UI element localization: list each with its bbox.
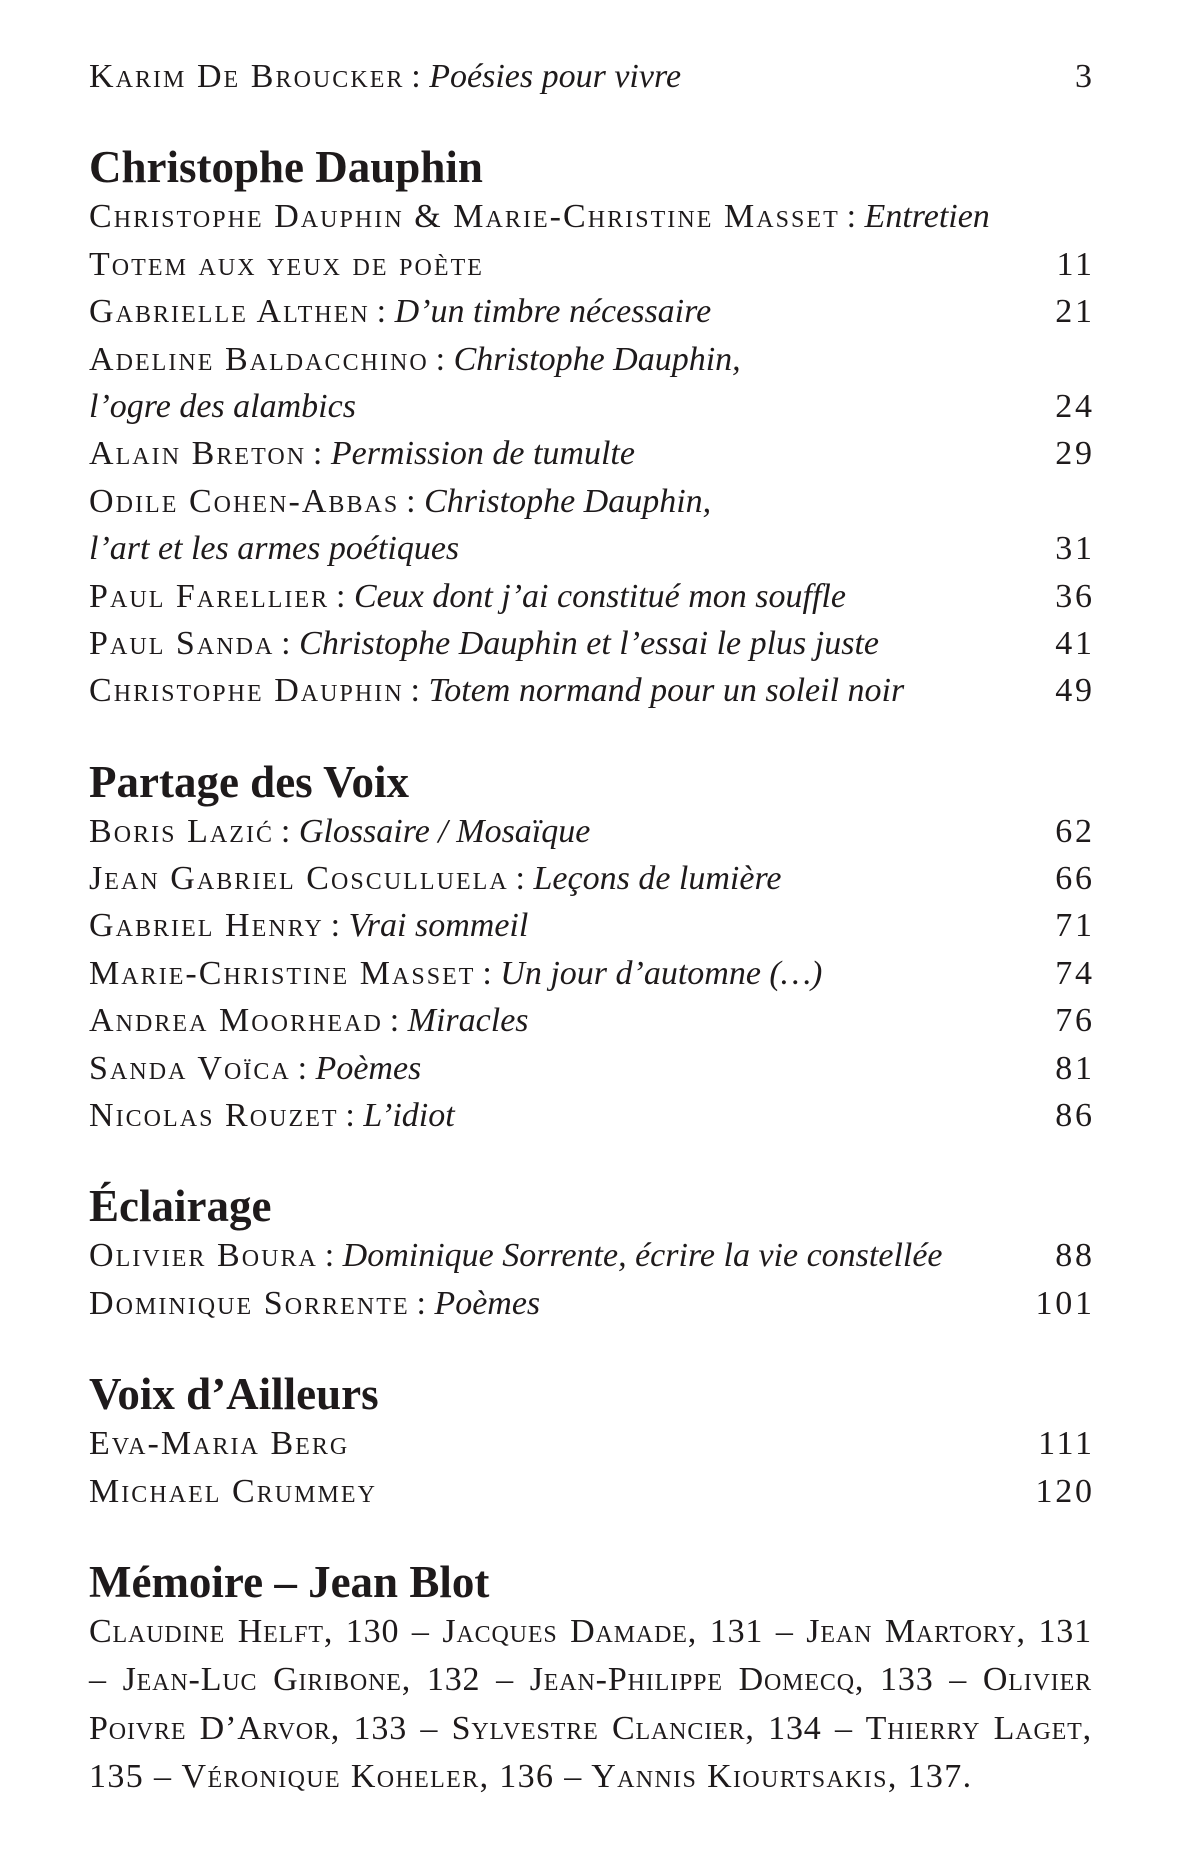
toc-entry: [89, 573, 1095, 620]
toc-entry: [89, 667, 1095, 714]
entry-separator: :: [382, 1002, 408, 1040]
entry-author: Christophe Dauphin & Marie-Christine Masset: [89, 198, 840, 236]
toc-entry: [89, 950, 1095, 997]
memoire-line: Poivre D’Arvor, 133 – Sylvestre Clancier, 134 – Thierry Laget,: [89, 1709, 1092, 1747]
entry-title: Dominique Sorrente, écrire la vie constellée: [342, 1237, 943, 1275]
entry-author: Marie-Christine Masset: [89, 954, 476, 992]
entry-page: 66: [1055, 860, 1095, 898]
entry-text: [89, 855, 1055, 902]
entry-title-continued: l’ogre des alambics: [89, 387, 356, 425]
running-header-title: Poésies pour vivre: [429, 58, 682, 95]
section-heading: Éclairage: [89, 1181, 272, 1232]
toc-entry: [89, 193, 1092, 240]
entry-page: 29: [1055, 435, 1095, 473]
entry-title: Vrai sommeil: [348, 907, 529, 945]
entry-page: 71: [1055, 907, 1095, 945]
running-header: [89, 53, 1095, 100]
toc-entry: [89, 1280, 1095, 1327]
entry-author: Gabriel Henry: [89, 907, 324, 945]
entry-text: [89, 573, 1055, 620]
toc-entry: [89, 430, 1095, 477]
entry-author: Sanda Voïca: [89, 1049, 291, 1087]
entry-text: [89, 667, 1055, 714]
entry-separator: :: [338, 1097, 364, 1135]
toc-section-christophe-dauphin: [89, 141, 1095, 714]
toc-entry: [89, 902, 1095, 949]
memoire-line: 135 – Véronique Koheler, 136 – Yannis Kiourtsakis, 137.: [89, 1758, 973, 1796]
entry-author: Alain Breton: [89, 435, 307, 473]
entry-author: Dominique Sorrente: [89, 1284, 410, 1322]
toc-section-eclairage: [89, 1180, 1095, 1327]
section-heading: Christophe Dauphin: [89, 142, 483, 193]
entry-page: 24: [1055, 387, 1095, 425]
toc-entry: [89, 620, 1095, 667]
entry-text: [89, 1232, 1055, 1279]
entry-title: Poèmes: [315, 1049, 422, 1087]
entry-separator: :: [274, 624, 300, 662]
entry-title: Permission de tumulte: [330, 435, 635, 473]
entry-separator: :: [329, 577, 354, 615]
page-number: 3: [1074, 58, 1095, 95]
entry-text: [89, 808, 1055, 855]
section-heading: Voix d’Ailleurs: [89, 1369, 379, 1420]
entry-text: [89, 950, 1055, 997]
entry-separator: :: [404, 58, 430, 95]
toc-entry: [89, 1045, 1095, 1092]
entry-separator: :: [409, 1284, 435, 1322]
entry-title: D’un timbre nécessaire: [394, 293, 712, 331]
entry-author: Christophe Dauphin: [89, 672, 404, 710]
entry-title: Christophe Dauphin et l’essai le plus juste: [299, 624, 879, 662]
entry-page: 101: [1035, 1284, 1095, 1322]
entry-text: [89, 997, 1055, 1044]
entry-title: Leçons de lumière: [533, 860, 782, 898]
entry-text: [89, 1045, 1055, 1092]
entry-page: 88: [1055, 1237, 1095, 1275]
entry-page: 86: [1055, 1097, 1095, 1135]
toc-entry: [89, 288, 1095, 335]
entry-title: Ceux dont j’ai constitué mon souffle: [353, 577, 846, 615]
memoire-line: Claudine Helft, 130 – Jacques Damade, 131 – Jean Martory, 131: [89, 1612, 1092, 1650]
toc-entry: [89, 808, 1095, 855]
entry-page: 111: [1038, 1425, 1095, 1463]
entry-separator: :: [508, 860, 534, 898]
memoire-line: – Jean-Luc Giribone, 132 – Jean-Philippe Domecq, 133 – Olivier: [89, 1661, 1092, 1699]
toc-entry-continuation: [89, 383, 1095, 430]
entry-text: [89, 478, 1092, 525]
entry-text: [89, 1092, 1055, 1139]
entry-page: 81: [1055, 1049, 1095, 1087]
entry-title: Poèmes: [434, 1284, 541, 1322]
toc-entry-continuation: [89, 525, 1095, 572]
entry-page: 41: [1055, 624, 1095, 662]
entry-page: 21: [1055, 293, 1095, 331]
entry-text: [89, 336, 1092, 383]
entry-separator: :: [839, 198, 865, 236]
toc-entry-continuation: [89, 241, 1095, 288]
entry-separator: :: [475, 954, 501, 992]
section-heading: Mémoire – Jean Blot: [89, 1556, 490, 1607]
entry-author: Boris Lazić: [89, 812, 275, 850]
entry-author: Olivier Boura: [89, 1237, 318, 1275]
entry-text: [89, 902, 1055, 949]
entry-title: Un jour d’automne (…): [500, 954, 823, 992]
memoire-paragraph: [89, 1608, 1092, 1802]
entry-page: 31: [1055, 530, 1095, 568]
entry-separator: :: [399, 482, 425, 520]
toc-entry: [89, 478, 1092, 525]
entry-title: Glossaire / Mosaïque: [298, 812, 591, 850]
entry-page: 36: [1055, 577, 1095, 615]
toc-entry: [89, 336, 1092, 383]
entry-title: Christophe Dauphin,: [424, 482, 712, 520]
entry-separator: :: [323, 907, 349, 945]
entry-separator: :: [428, 340, 454, 378]
entry-subtitle: Totem aux yeux de poète: [89, 245, 484, 283]
entry-title: Entretien: [864, 198, 990, 236]
entry-page: 62: [1055, 812, 1095, 850]
entry-author: Michael Crummey: [89, 1472, 378, 1510]
entry-separator: :: [369, 293, 395, 331]
entry-title-continued: l’art et les armes poétiques: [89, 530, 460, 568]
running-header-text: [89, 53, 1075, 100]
entry-author: Odile Cohen-Abbas: [89, 482, 400, 520]
entry-separator: :: [317, 1237, 343, 1275]
entry-text: [89, 1280, 1036, 1327]
entry-author: Nicolas Rouzet: [89, 1097, 339, 1135]
entry-text: [89, 193, 1092, 240]
toc-section-voix-d-ailleurs: [89, 1368, 1095, 1515]
entry-author: Gabrielle Althen: [89, 293, 370, 331]
entry-title: Totem normand pour un soleil noir: [428, 672, 905, 710]
entry-page: 120: [1035, 1472, 1095, 1510]
toc-entry: [89, 997, 1095, 1044]
entry-page: 49: [1055, 672, 1095, 710]
entry-author: Paul Farellier: [89, 577, 330, 615]
entry-separator: :: [274, 812, 299, 850]
entry-author: Andrea Moorhead: [89, 1002, 383, 1040]
entry-text: [89, 288, 1055, 335]
entry-author: Paul Sanda: [89, 624, 275, 662]
running-header-author: Karim De Broucker: [89, 58, 405, 95]
toc-entry: [89, 1092, 1095, 1139]
entry-separator: :: [306, 435, 331, 473]
entry-title: Christophe Dauphin,: [453, 340, 741, 378]
entry-page: 74: [1055, 954, 1095, 992]
toc-entry: [89, 1420, 1095, 1467]
section-heading: Partage des Voix: [89, 756, 409, 807]
entry-text: [89, 620, 1055, 667]
entry-separator: :: [290, 1049, 316, 1087]
entry-title: Miracles: [407, 1002, 529, 1040]
toc-entry: [89, 1232, 1095, 1279]
entry-title: L’idiot: [363, 1097, 455, 1135]
toc-entry: [89, 855, 1095, 902]
entry-author: Adeline Baldacchino: [89, 340, 429, 378]
entry-author: Eva-Maria Berg: [89, 1425, 350, 1463]
toc-section-memoire: [89, 1556, 1092, 1802]
entry-text: [89, 430, 1055, 477]
entry-page: 11: [1056, 245, 1095, 283]
entry-page: 76: [1055, 1002, 1095, 1040]
toc-section-partage-des-voix: [89, 756, 1095, 1140]
entry-separator: :: [403, 672, 429, 710]
entry-author: Jean Gabriel Cosculluela: [89, 860, 509, 898]
toc-entry: [89, 1468, 1095, 1515]
